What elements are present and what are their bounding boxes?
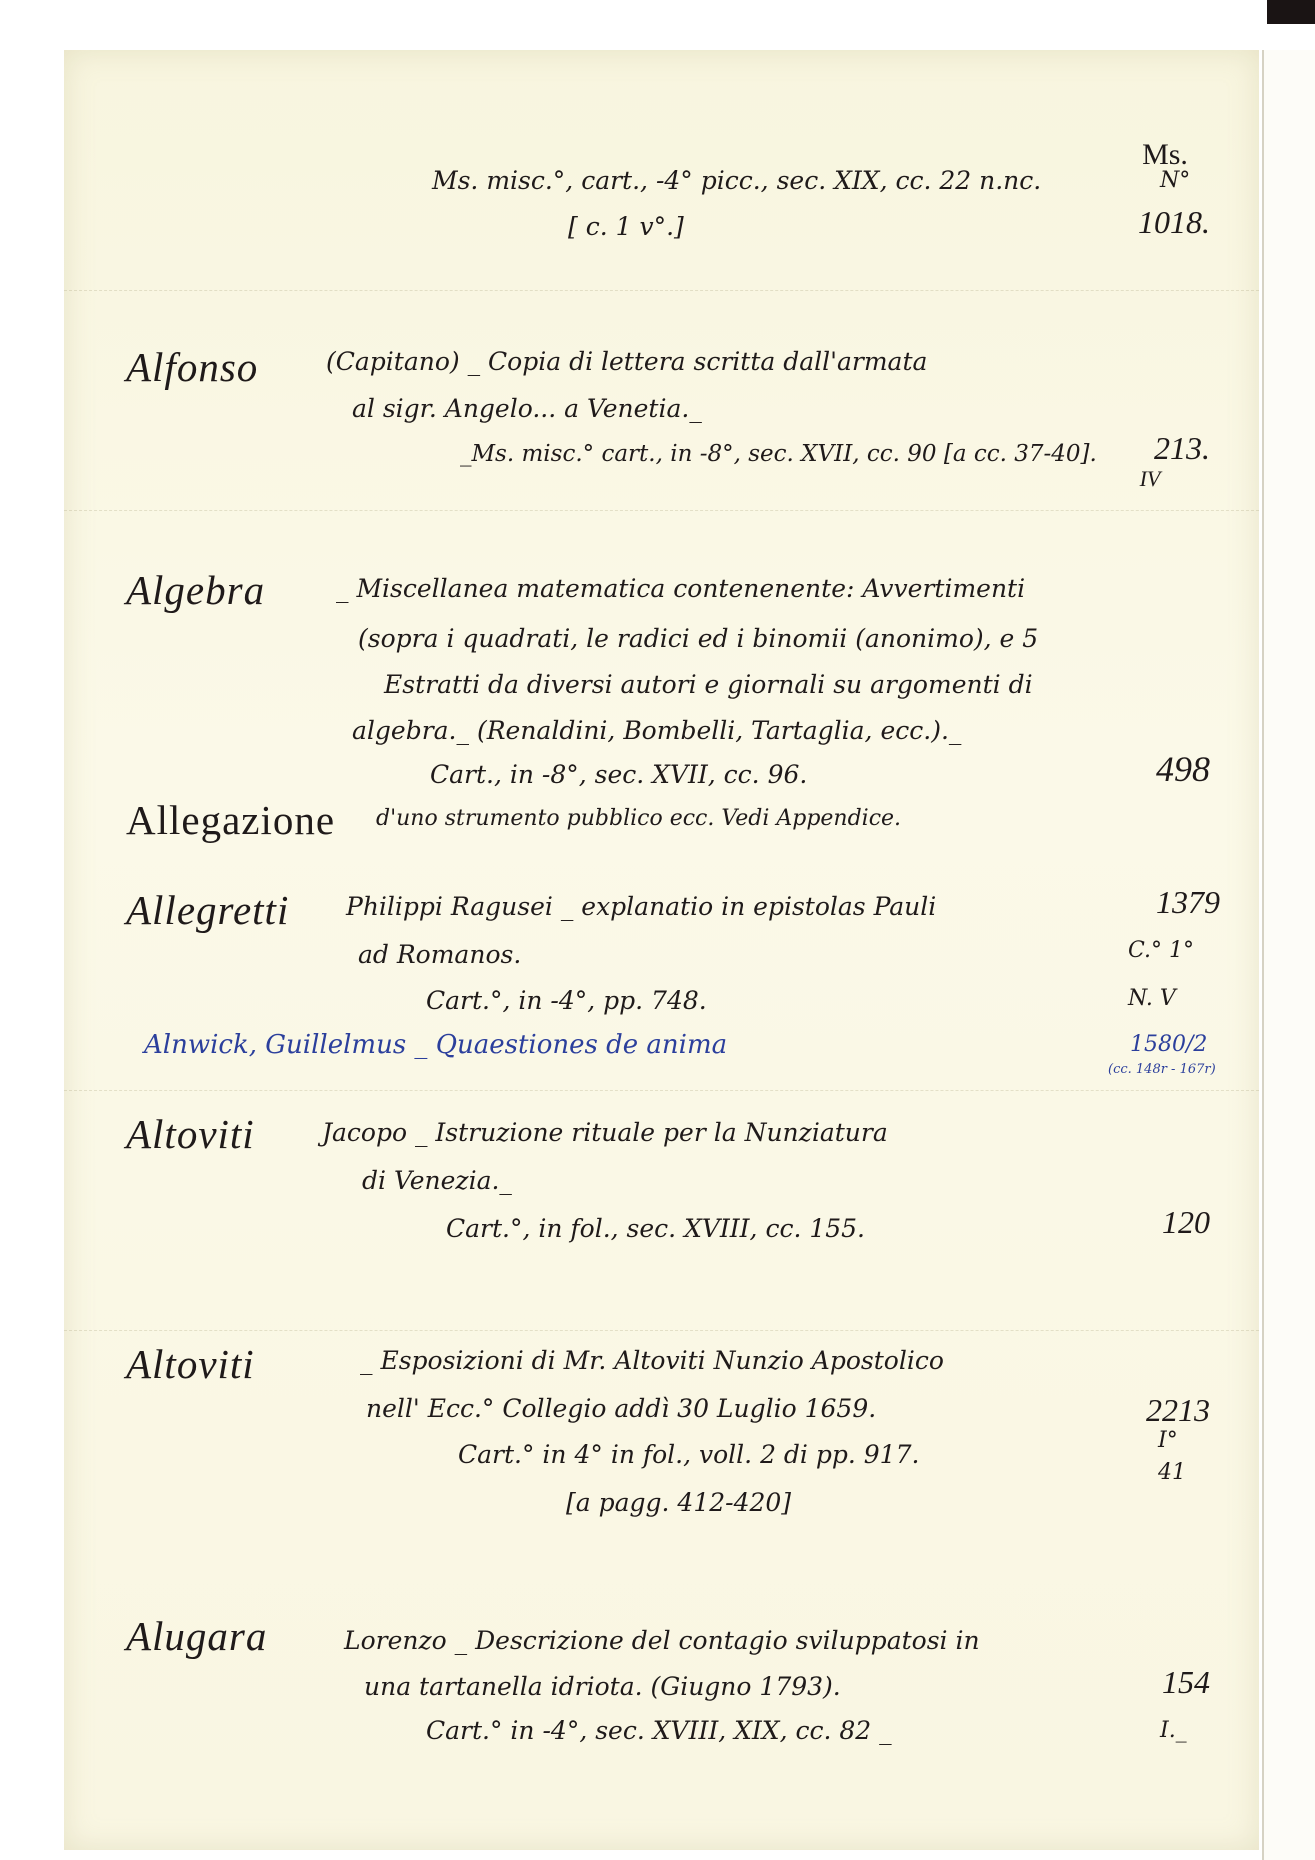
header-number: 1018.: [1138, 204, 1210, 240]
entry-line: _ Esposizioni di Mr. Altoviti Nunzio Apostolico: [360, 1346, 944, 1375]
catalog-page: [64, 50, 1259, 1850]
ruled-line: [64, 1330, 1259, 1331]
entry-line: (Capitano) _ Copia di lettera scritta dall'armata: [326, 347, 928, 376]
entry-volume: I._: [1160, 1718, 1187, 1743]
entry-number: 154: [1162, 1664, 1210, 1700]
entry-volume: C.° 1°: [1128, 938, 1195, 963]
entry-number: 1379: [1156, 884, 1220, 920]
ruled-line: [64, 510, 1259, 511]
entry-line: Cart.°, in fol., sec. XVIII, cc. 155.: [446, 1214, 866, 1243]
binding-edge: [1262, 50, 1315, 1860]
entry-heading: Alugara: [126, 1613, 268, 1659]
entry-line: ad Romanos.: [358, 940, 522, 969]
entry-number: 213.: [1154, 430, 1210, 466]
entry-line: Jacopo _ Istruzione rituale per la Nunziatura: [322, 1118, 888, 1147]
entry-line: _ Miscellanea matematica contenenente: Avvertimenti: [336, 574, 1026, 603]
entry-line: Lorenzo _ Descrizione del contagio sviluppatosi in: [344, 1626, 980, 1655]
entry-heading: Allegretti: [126, 887, 290, 933]
entry-line: nell' Ecc.° Collegio addì 30 Luglio 1659.: [366, 1394, 877, 1423]
entry-folios: (cc. 148r - 167r): [1108, 1062, 1216, 1077]
dark-corner: [1267, 0, 1315, 24]
entry-line: Cart.° in 4° in fol., voll. 2 di pp. 917.: [458, 1440, 920, 1469]
header-line-2: [ c. 1 v°.]: [568, 212, 684, 241]
entry-number: 120: [1162, 1204, 1210, 1240]
entry-volume: I°: [1158, 1428, 1178, 1453]
entry-line: [a pagg. 412-420]: [566, 1488, 792, 1517]
entry-heading: Altoviti: [126, 1341, 255, 1387]
entry-line: di Venezia._: [362, 1166, 512, 1195]
entry-line: d'uno strumento pubblico ecc. Vedi Appendice.: [376, 806, 902, 831]
entry-line: _Ms. misc.° cart., in -8°, sec. XVII, cc. 90 [a cc. 37-40].: [460, 441, 1097, 467]
ms-label: Ms.: [1142, 138, 1188, 171]
entry-volume: 41: [1158, 1460, 1186, 1485]
entry-heading: Altoviti: [126, 1111, 255, 1157]
entry-line: una tartanella idriota. (Giugno 1793).: [364, 1672, 841, 1701]
entry-heading: Algebra: [126, 567, 266, 613]
header-line-1: Ms. misc.°, cart., -4° picc., sec. XIX, cc. 22 n.nc.: [432, 166, 1042, 195]
ruled-line: [64, 290, 1259, 291]
entry-line: Cart.° in -4°, sec. XVIII, XIX, cc. 82 _: [426, 1716, 892, 1745]
entry-volume: N. V: [1128, 986, 1176, 1011]
entry-number: 2213: [1146, 1392, 1210, 1428]
entry-line: Cart.°, in -4°, pp. 748.: [426, 986, 707, 1015]
ruled-line: [64, 1090, 1259, 1091]
entry-line: Cart., in -8°, sec. XVII, cc. 96.: [430, 760, 808, 789]
entry-line: Estratti da diversi autori e giornali su argomenti di: [384, 670, 1033, 699]
entry-line-added: Alnwick, Guillelmus _ Quaestiones de anima: [144, 1030, 728, 1060]
no-label: N°: [1160, 168, 1191, 193]
entry-line: (sopra i quadrati, le radici ed i binomii (anonimo), e 5: [358, 624, 1039, 653]
entry-heading: Alfonso: [126, 344, 259, 390]
entry-number: 498: [1156, 749, 1210, 789]
entry-number: 1580/2: [1130, 1032, 1208, 1057]
entry-line: algebra._ (Renaldini, Bombelli, Tartaglia, ecc.)._: [352, 716, 962, 745]
entry-heading: Allegazione: [126, 797, 336, 843]
entry-line: Philippi Ragusei _ explanatio in epistolas Pauli: [346, 892, 937, 921]
entry-line: al sigr. Angelo... a Venetia._: [352, 394, 702, 423]
entry-volume: IV: [1139, 466, 1161, 491]
